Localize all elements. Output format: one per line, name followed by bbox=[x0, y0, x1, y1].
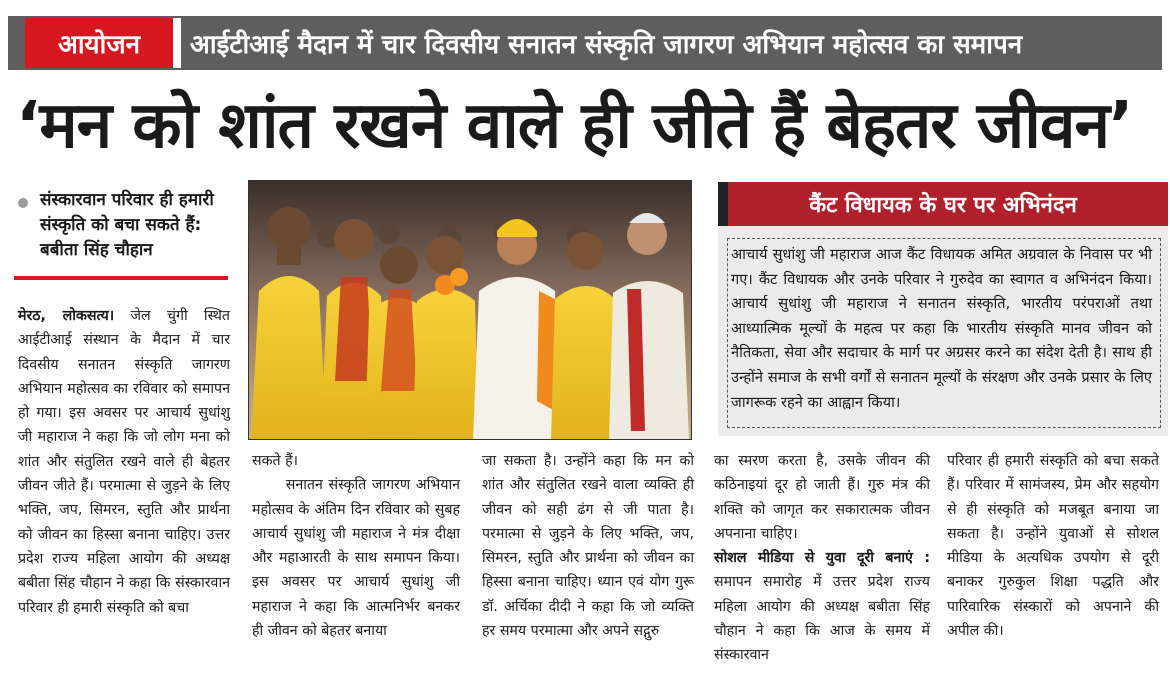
subheadline: संस्कारवान परिवार ही हमारी संस्कृति को बचा सकते हैं: बबीता सिंह चौहान bbox=[40, 190, 214, 260]
article-column-4 bbox=[714, 449, 930, 668]
column-4-text-a: का स्मरण करता है, उसके जीवन की कठिनाइयां दूर हो जाती हैं। गुरु मंत्र की शक्ति को जागृत कर सकारात्मक जीवन अपनाना चाहिए। bbox=[714, 453, 930, 542]
bullet-icon bbox=[18, 198, 28, 208]
topic-tag: आयोजन bbox=[25, 18, 173, 68]
article-column-1 bbox=[18, 304, 230, 620]
article-column-3: जा सकता है। उन्होंने कहा कि मन को शांत और संतुलित रखने वाला व्यक्ति ही जीवन को सही ढंग से जी पाता है। परमात्मा से जुड़ने के लिए भक्ति, जप, सिमरन, स्तुति और प्रार्थना को जीवन का हिस्सा बनाना चाहिए। ध्यान एवं योग गुरू डॉ. अर्चिका दीदी ने कहा कि जो व्यक्ति हर समय परमात्मा और अपने सद्गुरु bbox=[482, 453, 694, 640]
column-4-subhead: सोशल मीडिया से युवा दूरी बनाएं : bbox=[714, 550, 930, 567]
box-title: कैंट विधायक के घर पर अभिनंदन bbox=[718, 182, 1168, 226]
strip-title: आईटीआई मैदान में चार दिवसीय सनातन संस्कृति जागरण अभियान महोत्सव का समापन bbox=[190, 30, 1023, 60]
column-4-text-b: समापन समारोह में उत्तर प्रदेश राज्य महिला आयोग की अध्यक्ष बबीता सिंह चौहान ने कहा कि आज के समय में संस्कारवान bbox=[714, 574, 930, 664]
article-column-5: परिवार ही हमारी संस्कृति को बचा सकते हैं। परिवार में सामंजस्य, प्रेम और सहयोग से ही संस्कृति को मजबूत बनाया जा सकता है। उन्होंने युवाओं से सोशल मीडिया के अत्यधिक उपयोग से दूरी बनाकर गुरुकुल शिक्षा पद्धति और पारिवारिक संस्कारों को अपनाने की अपील की। bbox=[947, 453, 1159, 640]
dateline: मेरठ, लोकसत्य। bbox=[18, 308, 115, 324]
news-photo bbox=[248, 180, 692, 440]
red-rule bbox=[14, 276, 228, 280]
column-1-text: जेल चुंगी स्थित आईटीआई संस्थान के मैदान में चार दिवसीय सनातन संस्कृति जागरण अभियान महोत्सव का रविवार को समापन हो गया। इस अवसर पर आचार्य सुधांशु जी महाराज ने कहा कि जो लोग मना को शांत और संतुलित रखने वाले ही बेहतर जीवन जीते हैं। परमात्मा से जुड़ने के लिए भक्ति, जप, सिमरन, स्तुति और प्रार्थना को जीवन का हिस्सा बनाना चाहिए। उत्तर प्रदेश राज्य महिला आयोग की अध्यक्ष बबीता सिंह चौहान ने कहा कि संस्कारवान परिवार ही हमारी संस्कृति को बचा bbox=[18, 308, 230, 616]
box-text: आचार्य सुधांशु जी महाराज आज कैंट विधायक अमित अग्रवाल के निवास पर भी गए। कैंट विधायक और उनके परिवार ने गुरुदेव का स्वागत व अभिनंदन किया। आचार्य सुधांशु जी महाराज ने सनातन संस्कृति, भारतीय परंपराओं तथा आध्यात्मिक मूल्यों के महत्व पर कहा कि भारतीय संस्कृति मानव जीवन को नैतिकता, सेवा और सदाचार के मार्ग पर अग्रसर करने का संदेश देती है। साथ ही उन्होंने समाज के सभी वर्गों से सनातन मूल्यों के संरक्षण और उनके प्रसार के लिए जागरूक रहने का आह्वान किया। bbox=[727, 238, 1161, 428]
headline: ‘मन को शांत रखने वाले ही जीते हैं बेहतर जीवन’ bbox=[16, 89, 1133, 163]
tag-divider bbox=[173, 18, 181, 68]
photo-illustration bbox=[249, 181, 692, 440]
box-title-accent bbox=[718, 182, 728, 226]
article-column-2: सकते हैं। सनातन संस्कृति जागरण अभियान महोत्सव के अंतिम दिन रविवार को सुबह आचार्य सुधांशु जी महाराज ने मंत्र दीक्षा और महाआरती के साथ समापन किया। इस अवसर पर आचार्य सुधांशु जी महाराज ने कहा कि आत्मनिर्भर बनकर ही जीवन को बेहतर बनाया bbox=[252, 453, 461, 640]
